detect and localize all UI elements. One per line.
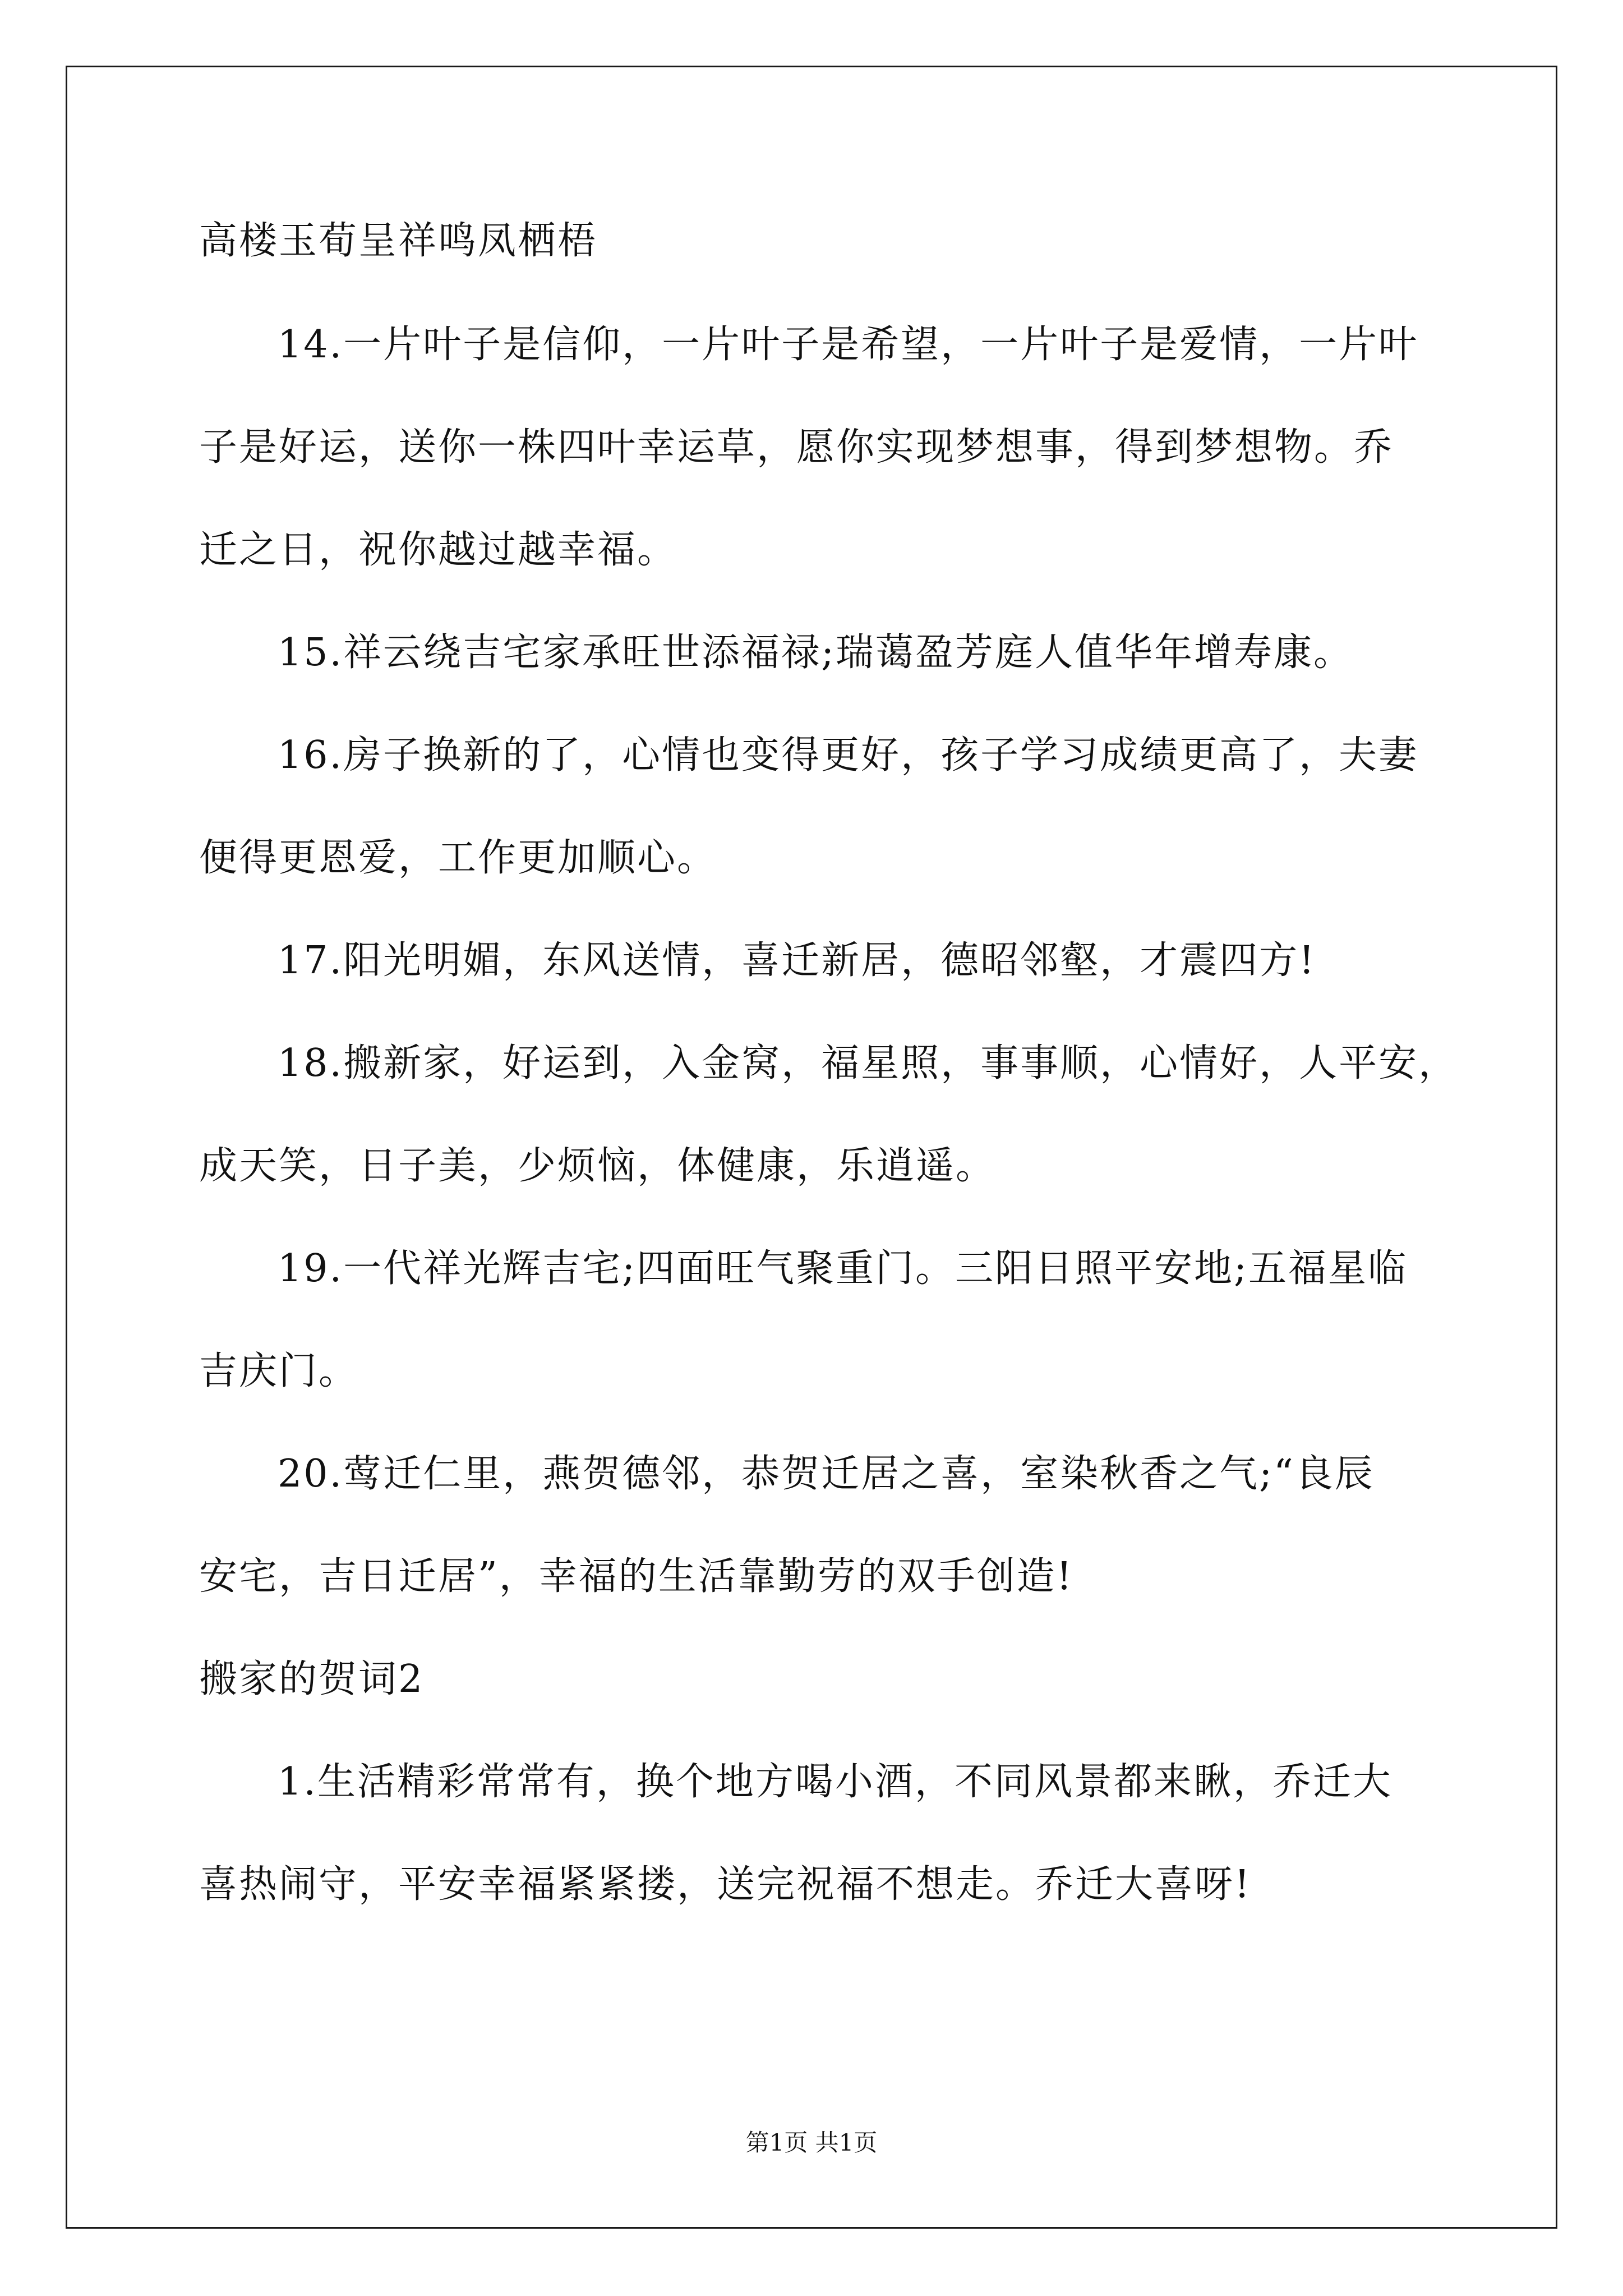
text-line: 子是好运，送你一株四叶幸运草，愿你实现梦想事，得到梦想物。乔: [199, 425, 1394, 470]
page-footer: 第1页 共1页: [745, 2129, 878, 2156]
text-line: 安宅，吉日迁居”，幸福的生活靠勤劳的双手创造!: [199, 1554, 1074, 1599]
text-line: 吉庆门。: [199, 1349, 359, 1393]
text-line: 高楼玉荀呈祥鸣凤栖梧: [199, 219, 598, 263]
text-line: 便得更恩爱，工作更加顺心。: [199, 836, 717, 880]
list-item-14: 14.一片叶子是信仰，一片叶子是希望，一片叶子是爱情，一片叶: [278, 323, 1419, 367]
list-item-19: 19.一代祥光辉吉宅;四面旺气聚重门。三阳日照平安地;五福星临: [278, 1246, 1408, 1291]
list-item-15: 15.祥云绕吉宅家承旺世添福禄;瑞蔼盈芳庭人值华年增寿康。: [278, 631, 1354, 675]
list-item-16: 16.房子换新的了，心情也变得更好，孩子学习成绩更高了，夫妻: [278, 733, 1419, 777]
list-item-1: 1.生活精彩常常有，换个地方喝小酒，不同风景都来瞅，乔迁大: [278, 1760, 1393, 1804]
list-item-18: 18.搬新家，好运到，入金窝，福星照，事事顺，心情好，人平安，: [278, 1041, 1459, 1085]
list-item-20: 20.莺迁仁里，燕贺德邻，恭贺迁居之喜，室染秋香之气;“良辰: [278, 1452, 1375, 1496]
text-line: 喜热闹守，平安幸福紧紧搂，送完祝福不想走。乔迁大喜呀!: [199, 1862, 1252, 1907]
list-item-17: 17.阳光明媚，东风送情，喜迁新居，德昭邻壑，才震四方!: [278, 938, 1316, 983]
text-line: 成天笑，日子美，少烦恼，体健康，乐逍遥。: [199, 1144, 996, 1188]
text-line: 迁之日，祝你越过越幸福。: [199, 528, 677, 572]
section-heading: 搬家的贺词2: [199, 1657, 425, 1701]
